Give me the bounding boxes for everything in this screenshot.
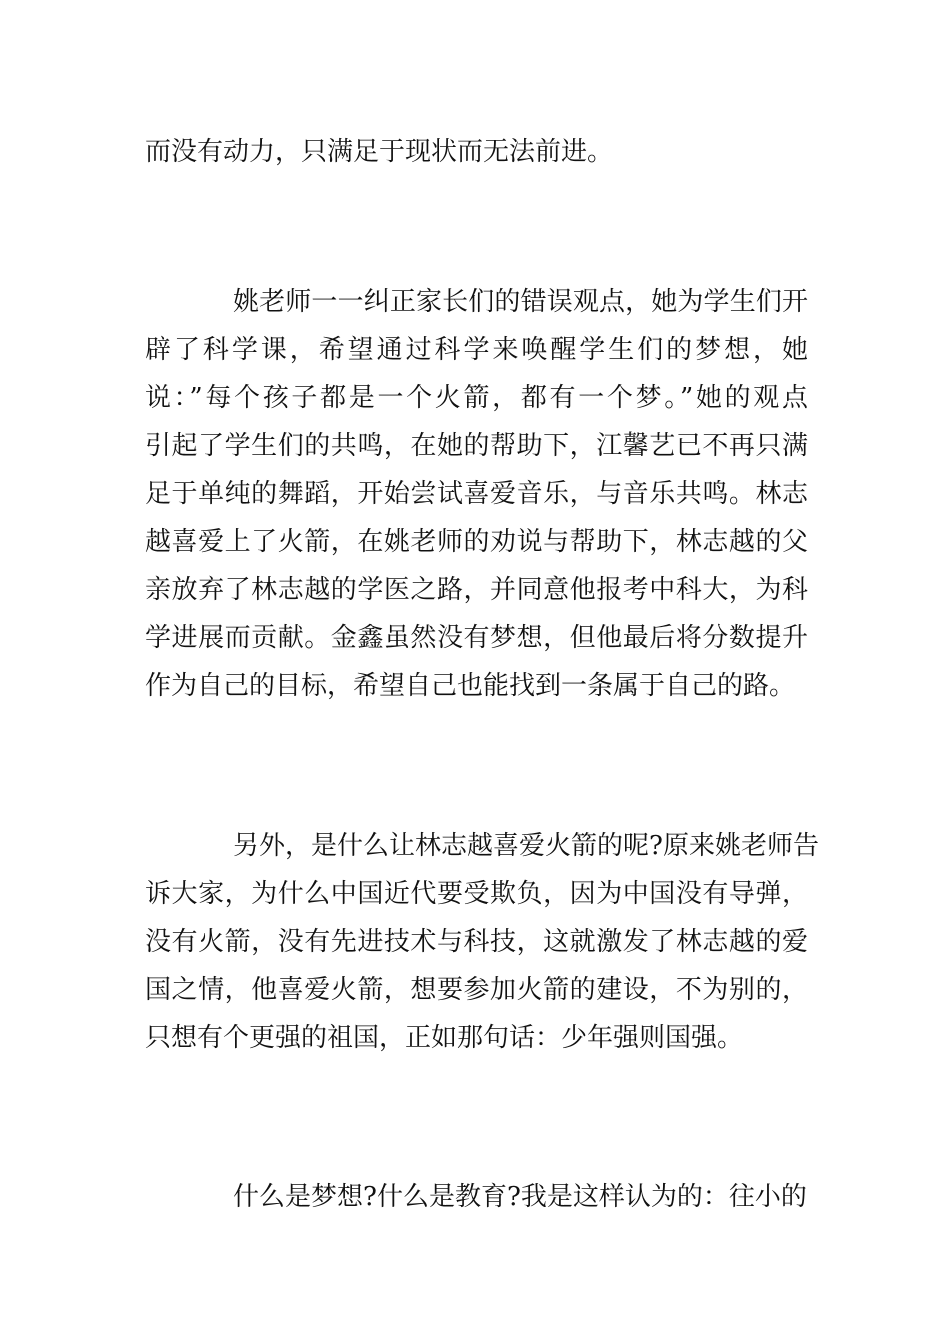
- paragraph-4: [145, 1173, 808, 1221]
- paragraph-3: [145, 822, 819, 1062]
- text-line: 足于单纯的舞蹈，开始尝试喜爱音乐，与音乐共鸣。林志: [145, 479, 808, 509]
- text-line: 诉大家，为什么中国近代要受欺负，因为中国没有导弹，: [145, 879, 808, 909]
- text-line: 姚老师一一纠正家长们的错误观点，她为学生们开: [233, 287, 808, 317]
- text-line: 引起了学生们的共鸣，在她的帮助下，江馨艺已不再只满: [145, 431, 808, 461]
- text-line: 说：”每个孩子都是一个火箭，都有一个梦。”她的观点: [145, 383, 808, 413]
- text-line: 什么是梦想?什么是教育?我是这样认为的：往小的: [233, 1182, 807, 1212]
- text-line: 学进展而贡献。金鑫虽然没有梦想，但他最后将分数提升: [145, 623, 808, 653]
- paragraph-1: [145, 128, 808, 176]
- text-line: 亲放弃了林志越的学医之路，并同意他报考中科大，为科: [145, 575, 808, 605]
- text-line: 另外，是什么让林志越喜爱火箭的呢?原来姚老师告: [233, 831, 819, 861]
- text-line: 而没有动力，只满足于现状而无法前进。: [145, 137, 614, 167]
- text-line: 辟了科学课，希望通过科学来唤醒学生们的梦想，她: [145, 335, 808, 365]
- text-line: 只想有个更强的祖国，正如那句话：少年强则国强。: [145, 1023, 744, 1053]
- paragraph-2: [145, 278, 808, 710]
- text-line: 越喜爱上了火箭，在姚老师的劝说与帮助下，林志越的父: [145, 527, 808, 557]
- text-line: 没有火箭，没有先进技术与科技，这就激发了林志越的爱: [145, 927, 808, 957]
- text-line: 作为自己的目标，希望自己也能找到一条属于自己的路。: [145, 671, 796, 701]
- text-line: 国之情，他喜爱火箭，想要参加火箭的建设，不为别的，: [145, 975, 808, 1005]
